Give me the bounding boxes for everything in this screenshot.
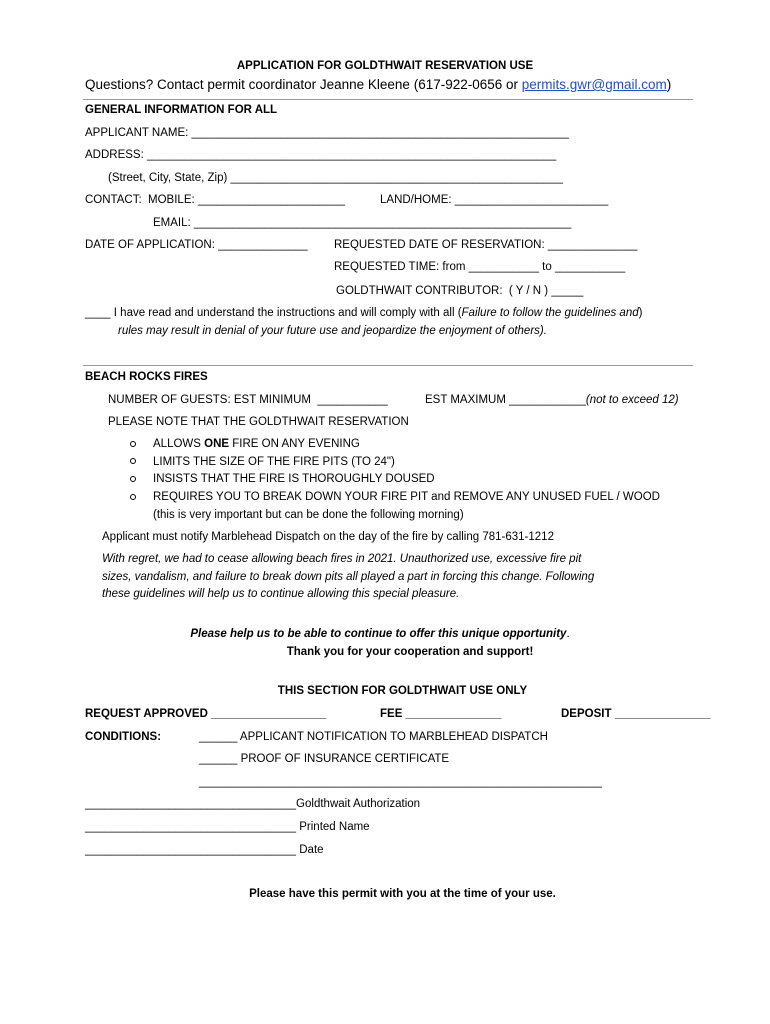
mobile-field[interactable]: CONTACT: MOBILE: _______________________ xyxy=(85,194,345,206)
rule-requires: REQUIRES YOU TO BREAK DOWN YOUR FIRE PIT and REMOVE ANY UNUSED FUEL / WOOD xyxy=(153,491,660,503)
rule-allows-pre: ALLOWS xyxy=(153,438,205,450)
max-note: (not to exceed 12) xyxy=(585,394,679,406)
regret-line-3: these guidelines will help us to continue allowing this special pleasure. xyxy=(102,588,460,600)
rule-limits: LIMITS THE SIZE OF THE FIRE PITS (TO 24") xyxy=(153,456,395,468)
email-field[interactable]: EMAIL: ___________________________________________________________ xyxy=(153,217,572,229)
request-approved-field[interactable]: REQUEST APPROVED __________________ xyxy=(85,708,327,720)
authorization-signature-field[interactable]: _________________________________Goldthwait Authorization xyxy=(85,798,421,810)
bullet-icon xyxy=(130,494,136,500)
please-note: PLEASE NOTE THAT THE GOLDTHWAIT RESERVATION xyxy=(108,416,409,428)
requested-date-field[interactable]: REQUESTED DATE OF RESERVATION: ______________ xyxy=(334,239,638,251)
thanks-line: Thank you for your cooperation and support! xyxy=(286,646,534,658)
contributor-field[interactable]: GOLDTHWAIT CONTRIBUTOR: ( Y / N ) _____ xyxy=(336,285,584,297)
regret-line-2: sizes, vandalism, and failure to break down pits all played a part in forcing this change. Following xyxy=(102,571,595,583)
agreement-italic-continued: rules may result in denial of your future use and jeopardize the enjoyment of others). xyxy=(118,325,547,337)
address-field[interactable]: ADDRESS: ________________________________________________________________ xyxy=(85,149,557,161)
agreement-prefix: ____ I have read and understand the instructions and will comply with all ( xyxy=(85,307,462,319)
rule-allows-bold: ONE xyxy=(204,438,230,450)
condition-other-field[interactable]: _______________________________________________________________ xyxy=(199,776,602,788)
regret-line-1: With regret, we had to cease allowing beach fires in 2021. Unauthorized use, excessive fire pit xyxy=(102,553,582,565)
email-link[interactable]: permits.gwr@gmail.com xyxy=(521,77,667,92)
agreement-line[interactable] xyxy=(85,306,642,320)
applicant-name-field[interactable]: APPLICANT NAME: ___________________________________________________________ xyxy=(85,127,569,139)
contact-prefix: Questions? Contact permit coordinator Jeanne Kleene (617-922-0656 or xyxy=(85,77,522,92)
agreement-italic: Failure to follow the guidelines and xyxy=(461,307,639,319)
fee-field[interactable]: FEE _______________ xyxy=(380,708,502,720)
bullet-icon xyxy=(130,458,136,464)
divider-top xyxy=(83,99,693,100)
agreement-close: ) xyxy=(638,307,643,319)
divider-middle xyxy=(83,365,693,366)
page-title: APPLICATION FOR GOLDTHWAIT RESERVATION USE xyxy=(236,60,534,72)
help-text: Please help us to be able to continue to offer this unique opportunity xyxy=(190,628,567,640)
bullet-icon xyxy=(130,476,136,482)
rule-insists: INSISTS THAT THE FIRE IS THOROUGHLY DOUSED xyxy=(153,473,435,485)
guests-max-field[interactable] xyxy=(425,393,679,407)
contact-line xyxy=(85,76,671,93)
general-heading: GENERAL INFORMATION FOR ALL xyxy=(85,104,278,116)
notify-dispatch: Applicant must notify Marblehead Dispatch on the day of the fire by calling 781-631-1212 xyxy=(102,531,554,543)
printed-name-field[interactable]: _________________________________ Printed Name xyxy=(85,821,370,833)
street-field[interactable]: (Street, City, State, Zip) ____________________________________________________ xyxy=(108,172,564,184)
landhome-field[interactable]: LAND/HOME: ________________________ xyxy=(380,194,609,206)
deposit-field[interactable]: DEPOSIT _______________ xyxy=(561,708,711,720)
requested-time-field[interactable]: REQUESTED TIME: from ___________ to ___________ xyxy=(334,261,626,273)
official-heading: THIS SECTION FOR GOLDTHWAIT USE ONLY xyxy=(277,685,528,697)
rule-allows xyxy=(153,437,360,451)
guests-min-field[interactable]: NUMBER OF GUESTS: EST MINIMUM ___________ xyxy=(108,394,388,406)
rule-requires-note: (this is very important but can be done the following morning) xyxy=(153,509,464,521)
date-of-application-field[interactable]: DATE OF APPLICATION: ______________ xyxy=(85,239,308,251)
footer-note: Please have this permit with you at the time of your use. xyxy=(249,888,556,900)
bullet-icon xyxy=(130,441,136,447)
help-period: . xyxy=(566,628,570,640)
condition-dispatch-field[interactable]: ______ APPLICANT NOTIFICATION TO MARBLEHEAD DISPATCH xyxy=(199,731,548,743)
beach-heading: BEACH ROCKS FIRES xyxy=(85,371,208,383)
condition-insurance-field[interactable]: ______ PROOF OF INSURANCE CERTIFICATE xyxy=(199,753,450,765)
est-max-label: EST MAXIMUM ____________ xyxy=(425,394,586,406)
conditions-label: CONDITIONS: xyxy=(85,731,162,743)
signature-date-field[interactable]: _________________________________ Date xyxy=(85,844,324,856)
help-line xyxy=(0,627,760,641)
rule-allows-post: FIRE ON ANY EVENING xyxy=(229,438,360,450)
contact-suffix: ) xyxy=(666,77,672,92)
